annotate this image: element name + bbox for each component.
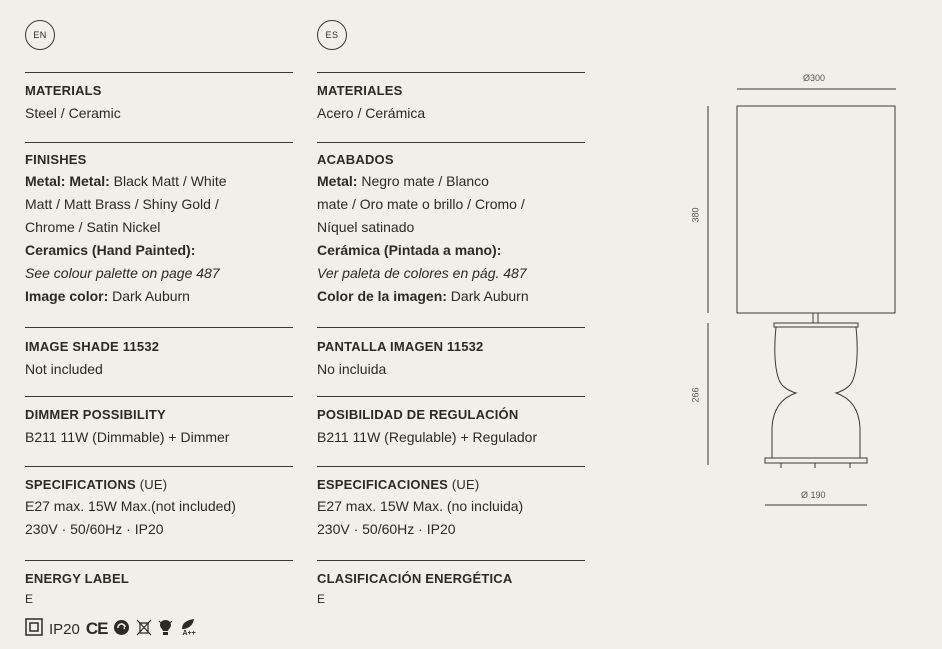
divider (25, 327, 293, 328)
energy-section (25, 571, 293, 611)
lamp-cap (774, 323, 858, 327)
section-title-suffix: (UE) (448, 477, 480, 492)
spec-line: 230V · 50/60Hz · IP20 (317, 521, 456, 537)
lamp-shade (737, 106, 895, 313)
metal-value: Negro mate / Blanco (357, 173, 489, 189)
energy-section (317, 571, 585, 611)
recycle-icon (113, 619, 130, 640)
lang-badge-en: EN (25, 20, 55, 50)
ce-mark-icon: CE (85, 619, 108, 638)
section-value: Steel / Ceramic (25, 105, 121, 121)
ceramics-value: See colour palette on page 487 (25, 265, 220, 281)
shade-section (317, 339, 585, 381)
divider (317, 327, 585, 328)
divider (317, 142, 585, 143)
section-value: E (317, 592, 326, 606)
specifications-section (25, 477, 293, 541)
image-color-label: Color de la imagen: (317, 288, 447, 304)
ip-rating-text: IP20 (49, 620, 80, 638)
section-value (25, 170, 293, 308)
energy-class-text: A++ (182, 630, 196, 637)
lamp-body (772, 327, 860, 458)
finishes-section (25, 152, 293, 308)
divider (317, 466, 585, 467)
section-value (25, 495, 293, 541)
ceramics-label: Ceramics (Hand Painted): (25, 242, 196, 258)
section-title (25, 477, 293, 492)
section-value (317, 170, 585, 308)
section-title: POSIBILIDAD DE REGULACIÓN (317, 407, 519, 422)
materials-section (317, 83, 585, 125)
section-title: MATERIALS (25, 83, 102, 98)
section-value (317, 495, 585, 541)
divider (317, 560, 585, 561)
section-title: ENERGY LABEL (25, 571, 130, 586)
materials-section (25, 83, 293, 125)
lamp-base (765, 458, 867, 463)
image-color-value: Dark Auburn (446, 288, 529, 304)
metal-label: Metal: Metal: (25, 173, 110, 189)
lang-badge-es: ES (317, 20, 347, 50)
section-title (317, 477, 585, 492)
section-value: Not included (25, 361, 103, 377)
section-value: E (25, 592, 34, 606)
base-width-label: Ø 190 (801, 490, 826, 500)
section-value: Acero / Cerámica (317, 105, 426, 121)
divider (25, 560, 293, 561)
spec-line: 230V · 50/60Hz · IP20 (25, 521, 164, 537)
finishes-section (317, 152, 585, 308)
section-title-text: ESPECIFICACIONES (317, 477, 449, 492)
metal-value: mate / Oro mate o brillo / Cromo / (317, 196, 525, 212)
dimmer-section (25, 407, 293, 449)
energy-class-icon (179, 618, 197, 640)
spec-line: E27 max. 15W Max. (no incluida) (317, 498, 524, 514)
section-title: DIMMER POSSIBILITY (25, 407, 166, 422)
section-title: PANTALLA IMAGEN 11532 (317, 339, 484, 354)
section-title: FINISHES (25, 152, 87, 167)
divider (25, 142, 293, 143)
led-bulb-icon (158, 619, 173, 640)
image-color-label: Image color: (25, 288, 109, 304)
section-value: B211 11W (Dimmable) + Dimmer (25, 429, 230, 445)
section-title: ACABADOS (317, 152, 394, 167)
divider (25, 466, 293, 467)
divider (317, 72, 585, 73)
ceramics-label: Cerámica (Pintada a mano): (317, 242, 502, 258)
section-title-text: SPECIFICATIONS (25, 477, 136, 492)
divider (25, 396, 293, 397)
dimmer-section (317, 407, 585, 449)
divider (25, 72, 293, 73)
specifications-section (317, 477, 585, 541)
metal-value: Matt / Matt Brass / Shiny Gold / (25, 196, 219, 212)
metal-value: Níquel satinado (317, 219, 415, 235)
section-value: B211 11W (Regulable) + Regulador (317, 429, 538, 445)
shade-section (25, 339, 293, 381)
certification-row (25, 618, 197, 640)
section-value: No incluida (317, 361, 387, 377)
crossed-bin-icon (136, 619, 152, 640)
spec-line: E27 max. 15W Max.(not included) (25, 498, 236, 514)
section-title: IMAGE SHADE 11532 (25, 339, 160, 354)
base-height-label: 266 (690, 387, 701, 403)
metal-value: Chrome / Satin Nickel (25, 219, 161, 235)
section-title: CLASIFICACIÓN ENERGÉTICA (317, 571, 513, 586)
ceramics-value: Ver paleta de colores en pág. 487 (317, 265, 527, 281)
divider (317, 396, 585, 397)
top-width-label: Ø300 (803, 73, 826, 83)
shade-height-label: 380 (690, 207, 701, 223)
image-color-value: Dark Auburn (108, 288, 190, 304)
double-insulation-icon (25, 618, 43, 640)
metal-label: Metal: (317, 173, 358, 189)
metal-value: Black Matt / White (109, 173, 227, 189)
section-title-suffix: (UE) (135, 477, 168, 492)
section-title: MATERIALES (317, 83, 403, 98)
